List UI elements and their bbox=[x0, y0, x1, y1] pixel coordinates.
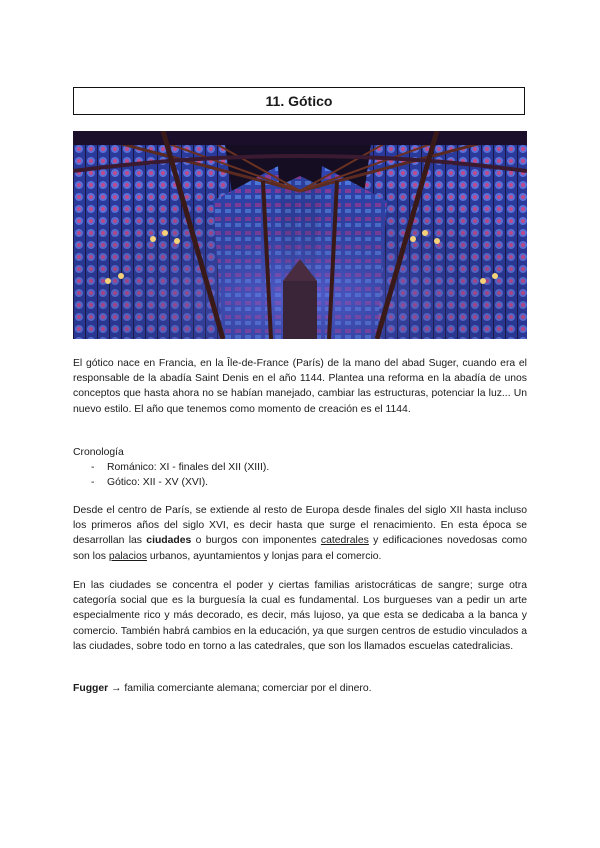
catedrales-term: catedrales bbox=[320, 535, 369, 547]
ciudades-term: ciudades bbox=[146, 535, 192, 547]
page-title bbox=[73, 87, 525, 115]
expansion-text-4: urbanos, ayuntamientos y lonjas para el comercio. bbox=[146, 550, 382, 562]
cathedral-photo bbox=[73, 131, 527, 339]
palacios-term: palacios bbox=[108, 550, 147, 562]
chronology-item-romanico: - Románico: XI - finales del XII (XIII). bbox=[73, 460, 527, 475]
intro-paragraph: El gótico nace en Francia, en la Île-de-France (París) de la mano del abad Suger, cuando era el responsable de la abadía Saint Denis en el año 1144. Plantea una reforma en la abadía de unos conceptos que hasta ahora no se habían manejado, cambiar las estructuras, potenciar la luz... Un nuevo estilo. El año que tenemos como momento de creación es el 1144. bbox=[73, 358, 527, 415]
expansion-text-1: Desde el centro de París, se extiende al resto de Europa desde finales del siglo XII hasta incluso los primeros años del siglo XVI, es decir hasta que surge el renacimiento. En esta época se desarrollan las bbox=[73, 505, 527, 547]
chronology-item-gotico: - Gótico: XII - XV (XVI). bbox=[73, 475, 527, 490]
chronology-list bbox=[73, 460, 527, 490]
fugger-term: Fugger bbox=[73, 683, 109, 694]
chronology-section bbox=[73, 445, 527, 491]
page-title-text: 11. Gótico bbox=[265, 93, 333, 109]
expansion-text-3: y edificaciones novedosas como son los bbox=[73, 535, 527, 562]
expansion-paragraph bbox=[73, 503, 527, 564]
arrow-icon: → bbox=[111, 683, 122, 694]
fugger-note bbox=[73, 681, 527, 696]
fugger-definition: familia comerciante alemana; comerciar por el dinero. bbox=[121, 683, 372, 694]
expansion-text-2: o burgos con imponentes bbox=[191, 535, 321, 547]
society-paragraph: En las ciudades se concentra el poder y ciertas familias aristocráticas de sangre; surge otra categoría social que es la burguesía la cual es fundamental. Los burgueses van a pedir un arte especialmente rico y más decorado, es decir, más lujoso, ya que esta se dedicaba a la banca y comercio. También habrá cambios en la educación, ya que surgen centros de estudio vinculados a las ciudades, sobre todo en torno a las catedrales, que son los llamados escuelas catedralicias. bbox=[73, 580, 527, 652]
chronology-heading: Cronología bbox=[73, 447, 124, 458]
